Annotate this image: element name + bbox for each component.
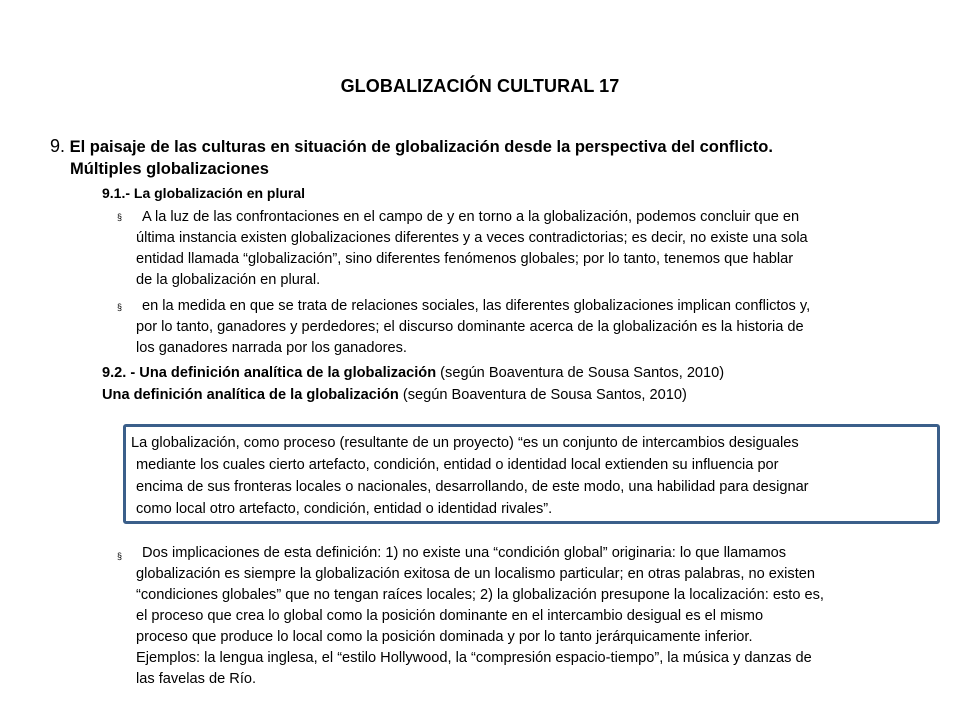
bullet-icon: § bbox=[117, 302, 123, 312]
page-title: GLOBALIZACIÓN CULTURAL 17 bbox=[340, 76, 620, 96]
text-line: entidad llamada “globalización”, sino diferentes fenómenos globales; por lo tanto, tenemos que hablar bbox=[136, 251, 794, 267]
text-line: en la medida en que se trata de relaciones sociales, las diferentes globalizaciones implican conflictos y, bbox=[142, 298, 811, 314]
subsection-9-2-heading bbox=[102, 365, 724, 381]
section-number: 9. bbox=[50, 136, 66, 156]
section-heading-line2: Múltiples globalizaciones bbox=[70, 160, 269, 178]
text-line: proceso que produce lo local como la posición dominada y por lo tanto jerárquicamente inferior. bbox=[136, 629, 753, 645]
definition-subheading-bold: Una definición analítica de la globalización bbox=[102, 387, 399, 403]
bullet-icon: § bbox=[117, 551, 123, 561]
quote-line: como local otro artefacto, condición, entidad o identidad rivales”. bbox=[136, 501, 553, 517]
bullet-paragraph-1 bbox=[136, 207, 916, 291]
quote-line: La globalización, como proceso (resultante de un proyecto) “es un conjunto de intercambios desiguales bbox=[131, 435, 799, 451]
quote-line: mediante los cuales cierto artefacto, condición, entidad o identidad local extienden su influencia por bbox=[136, 457, 779, 473]
subsection-9-1-heading: 9.1.- La globalización en plural bbox=[102, 185, 306, 201]
definition-heading-bold: 9.2. - Una definición analítica de la globalización bbox=[102, 365, 437, 381]
text-line: el proceso que crea lo global como la posición dominante en el intercambio desigual es el mismo bbox=[136, 608, 764, 624]
text-line: globalización es siempre la globalización exitosa de un localismo particular; en otras palabras, no existen bbox=[136, 566, 815, 582]
quote-line: encima de sus fronteras locales o nacionales, desarrollando, de este modo, una habilidad para designar bbox=[136, 479, 809, 495]
definition-heading-source: (según Boaventura de Sousa Santos, 2010) bbox=[436, 365, 725, 381]
text-line: de la globalización en plural. bbox=[136, 272, 321, 288]
text-line: por lo tanto, ganadores y perdedores; el discurso dominante acerca de la globalización es la historia de bbox=[136, 319, 804, 335]
text-line: Dos implicaciones de esta definición: 1) no existe una “condición global” originaria: lo que llamamos bbox=[142, 545, 787, 561]
bullet-icon: § bbox=[117, 212, 123, 222]
bullet-paragraph-2 bbox=[136, 296, 916, 359]
section-heading-line1: El paisaje de las culturas en situación de globalización desde la perspectiva del conflicto. bbox=[69, 138, 773, 156]
text-line: Ejemplos: la lengua inglesa, el “estilo Hollywood, la “compresión espacio-tiempo”, la música y danzas de bbox=[136, 650, 812, 666]
text-line: los ganadores narrada por los ganadores. bbox=[136, 340, 407, 356]
definition-subheading bbox=[102, 387, 687, 403]
text-line: última instancia existen globalizaciones diferentes y a veces contradictorias; es decir, no existe una sola bbox=[136, 230, 808, 246]
text-line: A la luz de las confrontaciones en el campo de y en torno a la globalización, podemos concluir que en bbox=[142, 209, 800, 225]
definition-quote-text bbox=[131, 432, 809, 520]
text-line: las favelas de Río. bbox=[136, 671, 257, 687]
section-9-heading bbox=[50, 136, 773, 157]
text-line: “condiciones globales” que no tengan raíces locales; 2) la globalización presupone la localización: esto es, bbox=[136, 587, 824, 603]
definition-subheading-source: (según Boaventura de Sousa Santos, 2010) bbox=[398, 387, 687, 403]
bullet-paragraph-3 bbox=[136, 543, 936, 690]
